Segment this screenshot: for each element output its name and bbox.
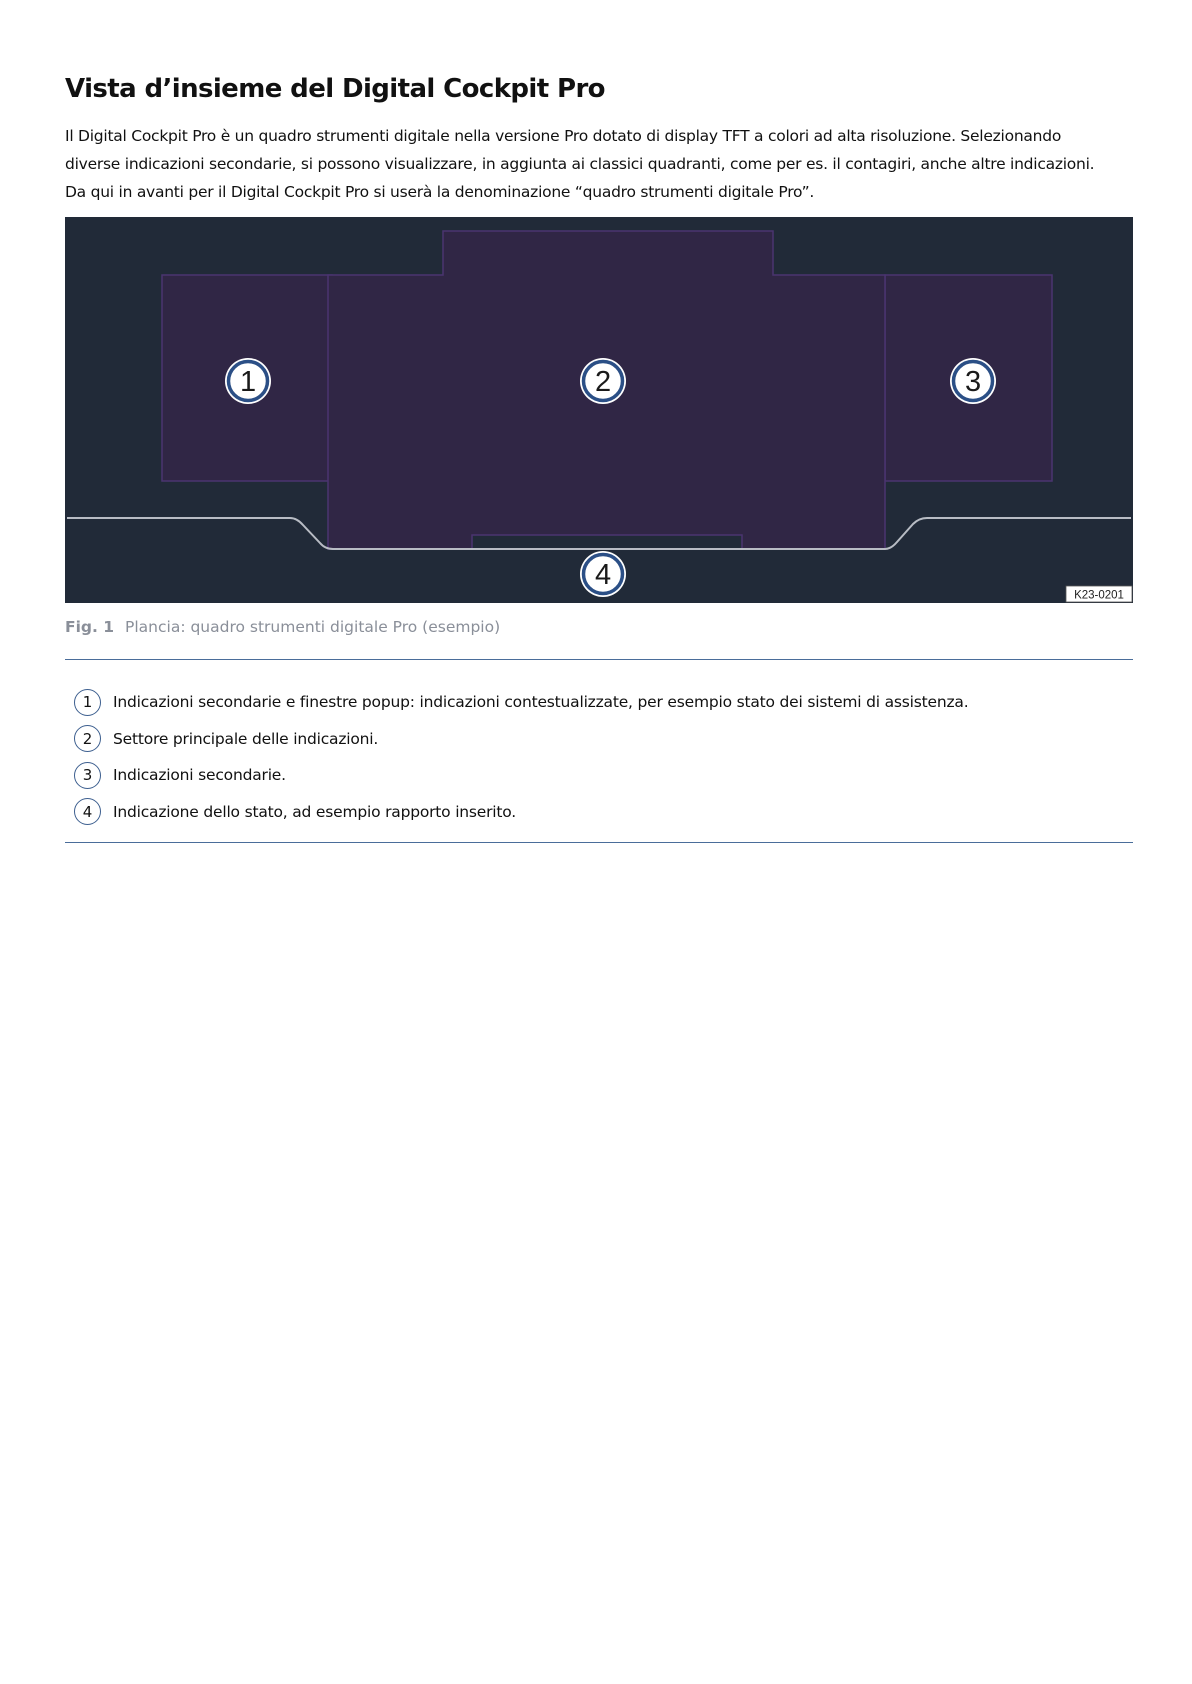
figure-caption-text: Plancia: quadro strumenti digitale Pro (esempio) [125, 618, 501, 636]
marker-2 [580, 358, 626, 404]
cockpit-figure [65, 217, 1133, 603]
marker-4-label: 4 [594, 559, 612, 591]
marker-1-label: 1 [239, 366, 257, 398]
legend-item-text: Indicazioni secondarie. [113, 766, 286, 785]
legend-number-badge: 2 [74, 725, 101, 752]
figure-caption [65, 617, 1133, 637]
figure-caption-label: Fig. 1 [65, 618, 115, 636]
marker-3-label: 3 [964, 366, 982, 398]
intro-paragraph [65, 122, 1133, 206]
legend-item [65, 794, 1133, 831]
legend-item-text: Settore principale delle indicazioni. [113, 729, 379, 748]
figure-code: K23-0201 [1074, 589, 1124, 602]
marker-3 [950, 358, 996, 404]
legend-top-divider [65, 659, 1133, 660]
legend-bottom-divider [65, 842, 1133, 843]
legend-list [65, 684, 1133, 830]
intro-line: diverse indicazioni secondarie, si possono visualizzare, in aggiunta ai classici quadranti, come per es. il contagiri, anche altre indicazioni. [65, 155, 1095, 173]
legend-number-badge: 4 [74, 798, 101, 825]
marker-4 [580, 551, 626, 597]
intro-line: Il Digital Cockpit Pro è un quadro strumenti digitale nella versione Pro dotato di display TFT a colori ad alta risoluzione. Selezionando [65, 127, 1062, 145]
legend-item [65, 721, 1133, 758]
marker-2-label: 2 [594, 366, 612, 398]
legend-item [65, 684, 1133, 721]
legend-item-text: Indicazioni secondarie e finestre popup: indicazioni contestualizzate, per esempio stato dei sistemi di assistenza. [113, 693, 969, 712]
intro-line: Da qui in avanti per il Digital Cockpit Pro si userà la denominazione “quadro strumenti digitale Pro”. [65, 183, 815, 201]
legend-item-text: Indicazione dello stato, ad esempio rapporto inserito. [113, 802, 517, 821]
page-title: Vista d’insieme del Digital Cockpit Pro [65, 74, 605, 104]
page [65, 72, 1133, 843]
legend-item [65, 757, 1133, 794]
legend-number-badge: 1 [74, 689, 101, 716]
marker-1 [225, 358, 271, 404]
legend-number-badge: 3 [74, 762, 101, 789]
